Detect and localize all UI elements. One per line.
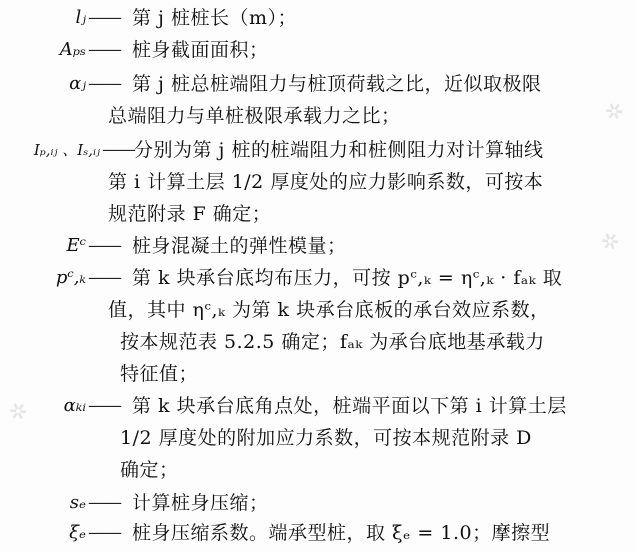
definition-line: 特征值； (120, 363, 199, 385)
dash-separator: —— (88, 235, 120, 256)
definition-line: 总端阻力与单桩极限承载力之比； (108, 105, 401, 127)
dash-separator: —— (88, 522, 120, 543)
definition-line: 第 k 块承台底均布压力，可按 pᶜ,ₖ = ηᶜ,ₖ · fₐₖ 取 (132, 267, 563, 289)
watermark-mark: ✲ (2, 396, 32, 429)
definition-line: 按本规范表 5.2.5 确定；fₐₖ 为承台底地基承载力 (120, 331, 545, 353)
definition-symbol: Eᶜ (66, 235, 86, 256)
definition-line: 确定； (120, 459, 179, 481)
dash-separator: —— (102, 139, 134, 160)
definition-symbol: αⱼ (69, 73, 86, 94)
definition-line: 计算桩身压缩； (132, 492, 269, 514)
dash-separator: —— (88, 73, 120, 94)
definition-symbol: sₑ (69, 492, 86, 513)
definition-symbol: αₖᵢ (63, 395, 86, 416)
definition-line: 第 j 桩总桩端阻力与桩顶荷载之比，近似取极限 (132, 73, 542, 95)
dash-separator: —— (88, 267, 120, 288)
definition-symbol: pᶜ,ₖ (55, 267, 86, 288)
definition-line: 桩身截面面积； (132, 39, 269, 61)
watermark-mark: ✲ (594, 226, 624, 259)
dash-separator: —— (88, 39, 120, 60)
definition-line: 第 i 计算土层 1/2 厚度处的应力影响系数，可按本 (108, 171, 544, 193)
definition-line: 第 k 块承台底角点处，桩端平面以下第 i 计算土层 (132, 395, 567, 417)
dash-separator: —— (88, 492, 120, 513)
definition-symbol: Aₚₛ (59, 39, 86, 60)
definition-line: 桩身压缩系数。端承型桩，取 ξₑ = 1.0；摩擦型 (132, 522, 551, 544)
definition-symbol: ξₑ (69, 522, 86, 543)
definition-line: 第 j 桩桩长（m）； (132, 7, 297, 29)
dash-separator: —— (88, 395, 120, 416)
definition-line: 值，其中 ηᶜ,ₖ 为第 k 块承台底板的承台效应系数， (108, 299, 550, 321)
definition-symbol: lⱼ (75, 7, 86, 28)
dash-separator: —— (88, 7, 120, 28)
definition-line: 分别为第 j 桩的桩端阻力和桩侧阻力对计算轴线 (134, 139, 544, 161)
definition-line: 桩身混凝土的弹性模量； (132, 235, 347, 257)
definition-symbol: Iₚ,ᵢⱼ 、Iₛ,ᵢⱼ (33, 141, 100, 159)
definition-line: 1/2 厚度处的附加应力系数，可按本规范附录 D (120, 427, 532, 449)
definition-line: 规范附录 F 确定； (108, 203, 272, 225)
watermark-mark: ✲ (598, 96, 628, 129)
